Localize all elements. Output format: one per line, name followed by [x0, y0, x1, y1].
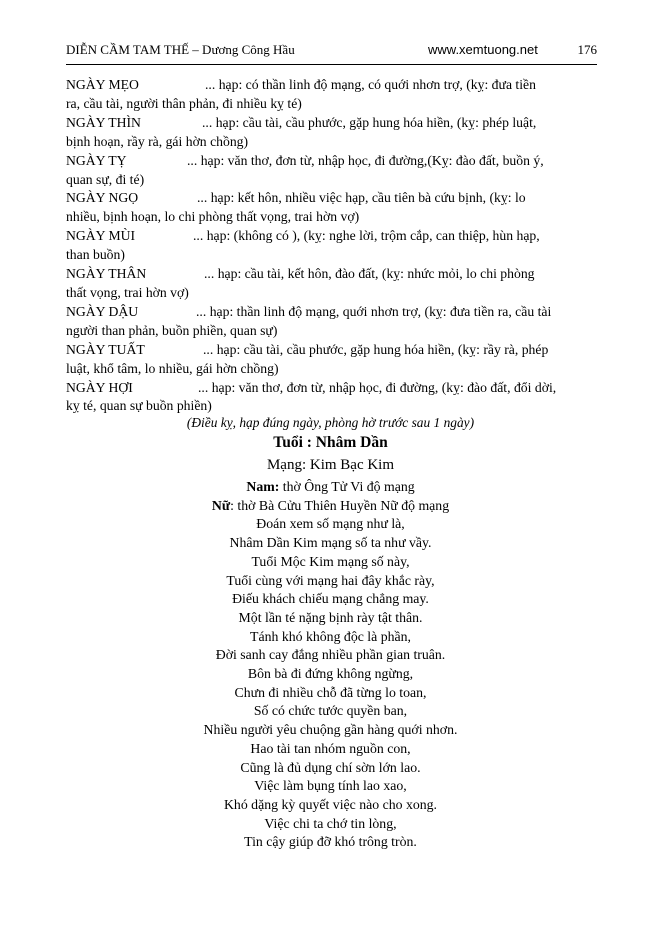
poem-line: Hao tài tan nhóm nguồn con, [250, 740, 411, 756]
poem-line: Chưn đi nhiều chỗ đã từng lo toan, [234, 684, 427, 700]
day-text-line2: ra, cầu tài, người thân phản, đi nhiều kỵ té) [66, 95, 302, 111]
day-list [66, 76, 597, 416]
header-rule [66, 64, 597, 65]
nam-label: Nam: [246, 479, 280, 494]
day-entry-ty [66, 152, 597, 190]
day-name: NGÀY TUẤT [66, 341, 145, 357]
poem-line: Tin cậy giúp đỡ khó trông tròn. [244, 834, 417, 850]
mang-line: Mạng: Kim Bạc Kim [266, 457, 395, 473]
day-text-line1: hạp: kết hôn, nhiều việc hạp, cầu tiên bà cứu bịnh, (kỵ: lo [210, 190, 526, 206]
poem-line: Một lần té nặng bịnh rày tật thân. [238, 609, 423, 625]
day-sep: ... [187, 152, 198, 168]
day-sep: ... [198, 379, 209, 395]
day-entry-ngo [66, 189, 597, 227]
poem-line: Tuổi cùng với mạng hai đây khắc rày, [226, 572, 435, 588]
day-text-line2: bịnh hoạn, rầy rà, gái hờn chồng) [66, 133, 249, 149]
poem-line: Bôn bà đi đứng không ngừng, [247, 666, 414, 682]
day-text-line2: người than phản, buồn phiền, quan sự) [66, 322, 278, 338]
day-text-line2: luật, khổ tâm, lo nhiều, gái hờn chồng) [66, 360, 279, 376]
day-entry-tuat [66, 341, 597, 379]
page-number: 176 [577, 42, 597, 57]
nam-line [0, 478, 661, 497]
day-entry-mui [66, 227, 597, 265]
poem-line: Tánh khó không độc là phần, [250, 628, 411, 644]
day-name: NGÀY HỢI [66, 379, 133, 395]
day-name: NGÀY THÂN [66, 266, 147, 282]
nu-label: Nữ [211, 497, 231, 513]
poem-line: Tuổi Mộc Kim mạng số này, [251, 553, 410, 569]
day-entry-meo [66, 76, 597, 114]
poem-line: Đời sanh cay đắng nhiều phần gian truân. [215, 647, 446, 663]
day-sep: ... [204, 266, 215, 282]
poem-line: Số có chức tước quyền ban, [253, 703, 408, 719]
poem-block [0, 478, 661, 852]
day-sep: ... [196, 303, 207, 319]
day-name: NGÀY DẬU [66, 303, 139, 319]
header-website: www.xemtuong.net [428, 42, 538, 57]
day-text-line1: hạp: thần linh độ mạng, quới nhơn trợ, (kỵ: đưa tiền ra, cầu tài [209, 303, 552, 319]
day-entry-dau [66, 303, 597, 341]
day-text-line1: hạp: có thần linh độ mạng, có quới nhơn trợ, (kỵ: đưa tiền [218, 77, 536, 92]
day-sep: ... [193, 228, 204, 244]
poem-line: Nhiều người yêu chuộng gần hàng quới nhơn. [203, 722, 458, 738]
day-text-line1: hạp: (không có ), (kỵ: nghe lời, trộm cắp, can thiệp, hùn hạp, [206, 228, 540, 244]
poem-line: Khó dặng kỳ quyết việc nào cho xong. [223, 796, 438, 812]
poem-line: Điếu khách chiếu mạng chẳng may. [232, 591, 429, 607]
header-title: DIỄN CẦM TAM THẾ – Dương Công Hầu [66, 42, 295, 57]
day-text-line1: hạp: văn thơ, đơn từ, nhập học, đi đường, (kỵ: đào đất, đổi dời, [211, 379, 557, 395]
day-text-line2: quan sự, đi té) [66, 171, 145, 187]
day-name: NGÀY THÌN [66, 114, 141, 130]
day-text-line2: nhiều, bịnh hoạn, lo chi phòng thất vọng, trai hờn vợ) [66, 209, 360, 225]
day-text-line1: hạp: cầu tài, kết hôn, đào đất, (kỵ: nhức mỏi, lo chi phòng [217, 266, 535, 282]
day-text-line1: hạp: văn thơ, đơn từ, nhập học, đi đường,(Kỵ: đào đất, buồn ý, [200, 152, 544, 168]
day-sep: ... [203, 341, 214, 357]
day-text-line2: kỵ té, quan sự buồn phiền) [66, 398, 212, 414]
poem-line: Việc chi ta chớ tin lòng, [264, 815, 397, 831]
day-entry-than [66, 265, 597, 303]
day-sep: ... [202, 114, 213, 130]
day-entry-hoi [66, 379, 597, 417]
day-name: NGÀY MẸO [66, 77, 139, 92]
poem-line: Đoán xem số mạng như là, [256, 516, 405, 532]
day-sep: ... [197, 190, 208, 206]
poem-line: Cũng là đủ dụng chí sờn lớn lao. [240, 759, 421, 775]
nu-line [0, 497, 661, 516]
day-text-line2: thất vọng, trai hờn vợ) [66, 284, 189, 300]
poem-line: Nhâm Dần Kim mạng số ta như vầy. [229, 535, 432, 551]
day-text-line2: than buồn) [66, 247, 125, 263]
note-italic: (Điều kỵ, hạp đúng ngày, phòng hờ trước sau 1 ngày) [186, 415, 475, 430]
day-sep: ... [205, 77, 216, 92]
page-header [66, 42, 597, 58]
nam-text: thờ Ông Tử Vi độ mạng [282, 479, 415, 494]
day-name: NGÀY NGỌ [66, 190, 139, 206]
day-entry-thin [66, 114, 597, 152]
day-name: NGÀY MÙI [66, 228, 136, 244]
section-title: Tuổi : Nhâm Dần [273, 434, 388, 451]
day-text-line1: hạp: cầu tài, cầu phước, gặp hung hóa hiền, (kỵ: rầy rà, phép [216, 341, 549, 357]
day-name: NGÀY TỴ [66, 152, 127, 168]
day-text-line1: hạp: cầu tài, cầu phước, gặp hung hóa hiền, (kỵ: phép luật, [215, 114, 537, 130]
poem-line: Việc làm bụng tính lao xao, [254, 778, 407, 794]
nu-text: : thờ Bà Cửu Thiên Huyền Nữ độ mạng [230, 497, 450, 513]
